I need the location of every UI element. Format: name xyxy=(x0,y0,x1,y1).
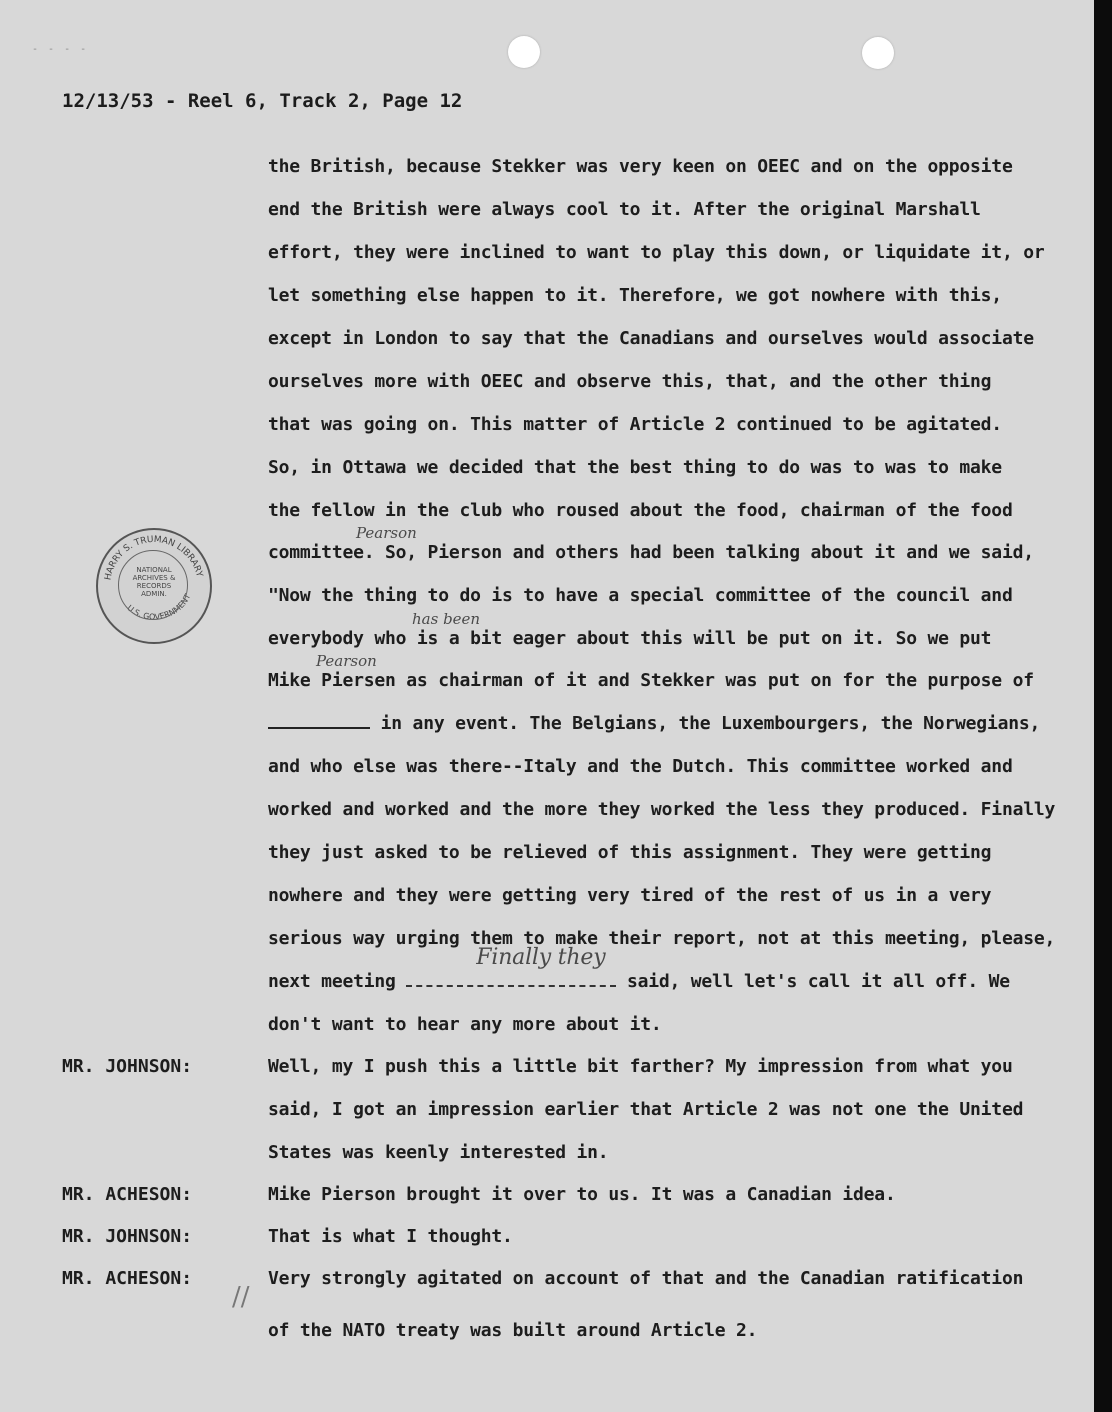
body-line: next meeting Finally they said, well let's call it all off. We xyxy=(268,945,1010,992)
body-line: let something else happen to it. Therefore, we got nowhere with this, xyxy=(268,285,1002,306)
page-header: 12/13/53 - Reel 6, Track 2, Page 12 xyxy=(62,90,463,112)
body-line: the fellow in the club who roused about the food, chairman of the food xyxy=(268,500,1013,521)
body-line: and who else was there--Italy and the Dutch. This committee worked and xyxy=(268,756,1013,777)
corner-mark: - - - - xyxy=(32,44,89,55)
body-line: that was going on. This matter of Article 2 continued to be agitated. xyxy=(268,414,1002,435)
speaker-label: MR. ACHESON: xyxy=(62,1184,193,1205)
body-line: everybody who is a bit eager about this will be put on it. So we put xyxy=(268,628,992,649)
speaker-label: MR. ACHESON: xyxy=(62,1268,193,1289)
svg-text:U.S. GOVERNMENT: U.S. GOVERNMENT xyxy=(125,592,193,622)
blank-line xyxy=(268,713,370,729)
body-line: "Now the thing to do is to have a special committee of the council and xyxy=(268,585,1013,606)
dialogue-line: Mike Pierson brought it over to us. It was a Canadian idea. xyxy=(268,1184,896,1205)
blank-line xyxy=(406,945,616,987)
speaker-label: MR. JOHNSON: xyxy=(62,1226,193,1247)
body-line: ourselves more with OEEC and observe this, that, and the other thing xyxy=(268,371,992,392)
body-line: So, in Ottawa we decided that the best thing to do was to was to make xyxy=(268,457,1002,478)
dialogue-line: That is what I thought. xyxy=(268,1226,513,1247)
body-line: in any event. The Belgians, the Luxembourgers, the Norwegians, xyxy=(268,713,1040,734)
body-line: Mike Piersen as chairman of it and Stekker was put on for the purpose of xyxy=(268,670,1034,691)
body-line: end the British were always cool to it. After the original Marshall xyxy=(268,199,981,220)
body-line: the British, because Stekker was very keen on OEEC and on the opposite xyxy=(268,156,1013,177)
handwritten-correction: has been xyxy=(412,610,481,628)
body-line: except in London to say that the Canadians and ourselves would associate xyxy=(268,328,1034,349)
body-line: serious way urging them to make their report, not at this meeting, please, xyxy=(268,928,1056,949)
body-line: don't want to hear any more about it. xyxy=(268,1014,662,1035)
body-line: committee. So, Pierson and others had been talking about it and we said, xyxy=(268,542,1034,563)
handwritten-correction: Pearson xyxy=(356,524,417,542)
dialogue-line: of the NATO treaty was built around Article 2. xyxy=(268,1320,758,1341)
dialogue-line: Well, my I push this a little bit farther? My impression from what you xyxy=(268,1056,1013,1077)
punch-hole xyxy=(508,36,540,68)
handwritten-insert: Finally they xyxy=(476,945,606,970)
margin-mark: // xyxy=(232,1282,250,1312)
speaker-label: MR. JOHNSON: xyxy=(62,1056,193,1077)
dialogue-line: Very strongly agitated on account of that and the Canadian ratification xyxy=(268,1268,1024,1289)
handwritten-correction: Pearson xyxy=(316,652,377,670)
stamp-inner-text: NATIONAL ARCHIVES & RECORDS ADMIN. xyxy=(132,566,176,598)
body-line: nowhere and they were getting very tired of the rest of us in a very xyxy=(268,885,992,906)
body-line: worked and worked and the more they worked the less they produced. Finally xyxy=(268,799,1056,820)
punch-hole xyxy=(862,37,894,69)
page-edge-shadow xyxy=(1094,0,1112,1412)
body-line: effort, they were inclined to want to play this down, or liquidate it, or xyxy=(268,242,1045,263)
svg-text:HARRY S. TRUMAN LIBRARY: HARRY S. TRUMAN LIBRARY xyxy=(103,534,204,582)
dialogue-line: States was keenly interested in. xyxy=(268,1142,609,1163)
library-stamp xyxy=(96,528,212,644)
dialogue-line: said, I got an impression earlier that Article 2 was not one the United xyxy=(268,1099,1024,1120)
body-line: they just asked to be relieved of this assignment. They were getting xyxy=(268,842,992,863)
